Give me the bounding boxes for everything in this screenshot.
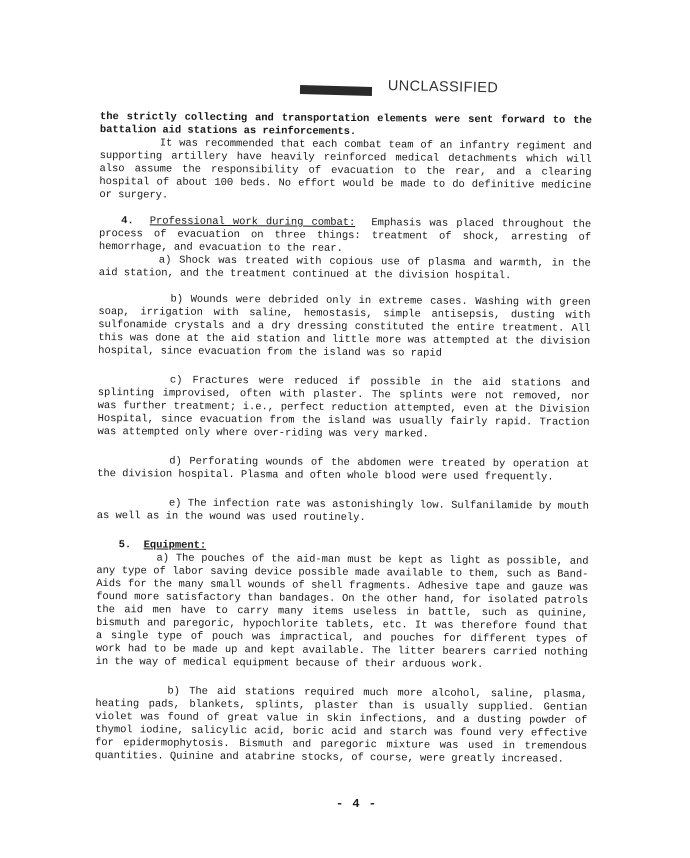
document-body bbox=[95, 111, 592, 767]
section-4-text: Emphasis was placed throughout the process of evacuation on three things: treatment of shock, arresting of hemorrhage, and evacuation to the rear. bbox=[98, 217, 592, 255]
section-4e-infection: e) The infection rate was astonishingly low. Sulfanilamide by mouth as well as in the wound was used routinely. bbox=[96, 497, 589, 525]
section-5-number: 5. bbox=[118, 539, 132, 552]
classification-marking: UNCLASSIFIED bbox=[387, 78, 499, 97]
paragraph-continuation: the strictly collecting and transportation elements were sent forward to the battalion aid stations as reinforcements. bbox=[99, 111, 592, 139]
redaction-bar bbox=[300, 85, 372, 96]
section-4-number: 4. bbox=[121, 215, 134, 228]
section-5b-aid-stations: b) The aid stations required much more alcohol, saline, plasma, heating pads, blankets, splints, plaster than is usually supplied. Gentian violet was found of great value in skin infections, and a dusting powder of thymol iodine, salicylic acid, boric acid and starch was found very effective for epidermophytosis. Bismuth and paregoric mixture was used in tremendous quantities. Quinine and atabrine stocks, of course, were greatly increased. bbox=[94, 685, 588, 766]
section-4-heading: Professional work during combat: bbox=[149, 215, 356, 230]
section-4-intro bbox=[99, 215, 591, 258]
page-number: - 4 - bbox=[336, 797, 378, 811]
paragraph-recommendation: It was recommended that each combat team of an infantry regiment and supporting artillery have heavily reinforced medical detachments which will also assume the responsibility of evacuation to the rear, and a clearing hospital of about 100 beds. No effort would be made to do definitive medicine or surgery. bbox=[99, 137, 592, 202]
page-header bbox=[0, 78, 690, 102]
section-4c-fractures: c) Fractures were reduced if possible in the aid stations and splinting improvised, often with plaster. The splints were not removed, nor was further treatment; i.e., perfect reduction attempted, even at the Division Hospital, since evacuation from the island was usually fairly rapid. Traction was attempted only where over-riding was very marked. bbox=[97, 374, 590, 441]
section-5a-pouches: a) The pouches of the aid-man must be kept as light as possible, and any type of labor saving device possible made available to them, such as Band-Aids for the many small wounds of shell fragments. Adhesive tape and gauze was found more satisfactory than bandages. On the other hand, for isolated patrols the aid men have to carry many items useless in battle, such as quinine, bismuth and paregoric, hypochlorite tablets, etc. It was therefore found that a single type of pouch was impractical, and pouches for different types of work had to be made up and kept available. The litter bearers carried nothing in the way of medical equipment because of their arduous work. bbox=[95, 552, 589, 672]
section-4a-shock: a) Shock was treated with copious use of plasma and warmth, in the aid station, and the treatment continued at the division hospital. bbox=[98, 254, 591, 283]
section-4b-wounds: b) Wounds were debrided only in extreme cases. Washing with green soap, irrigation with saline, hemostasis, simple antisepsis, dusting with sulfonamide crystals and a dry dressing constituted the entire treatment. All this was done at the aid station and little more was attempted at the division hospital, since evacuation from the island was so rapid bbox=[98, 293, 591, 360]
section-4d-abdomen: d) Perforating wounds of the abdomen were treated by operation at the division hospital. Plasma and often whole blood were used frequently. bbox=[97, 455, 590, 484]
section-5-heading: Equipment: bbox=[143, 539, 207, 552]
